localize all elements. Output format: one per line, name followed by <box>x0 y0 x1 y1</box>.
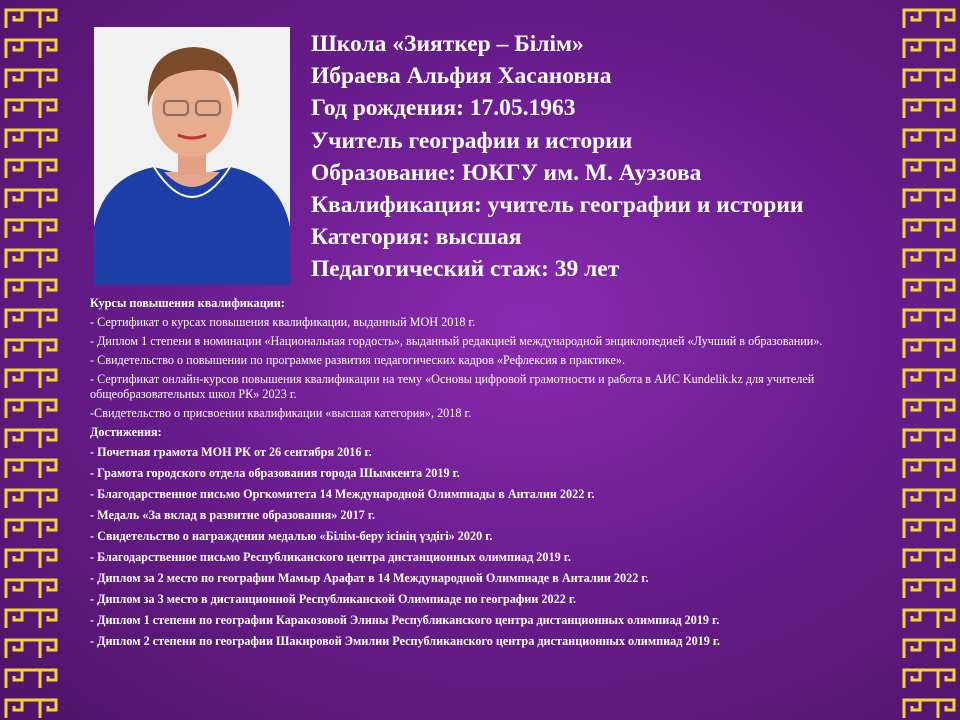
details-body <box>90 296 890 655</box>
teacher-name: Ибраева Альфия Хасановна <box>311 63 612 90</box>
achievement-item: - Грамота городского отдела образования города Шымкента 2019 г. <box>90 465 460 480</box>
course-item: - Диплом 1 степени в номинации «Национальная гордость», выданный редакцией международной энциклопедией «Лучший в образовании». <box>90 333 823 348</box>
teacher-info-header <box>311 28 911 286</box>
portrait-icon <box>94 27 290 285</box>
teacher-portrait-photo <box>94 27 290 285</box>
experience: Педагогический стаж: 39 лет <box>311 256 620 283</box>
education: Образование: ЮКГУ им. М. Ауэзова <box>311 159 702 186</box>
position: Учитель географии и истории <box>311 127 633 154</box>
birth-date: Год рождения: 17.05.1963 <box>311 95 576 122</box>
left-ornament-border <box>0 0 62 720</box>
school-name: Школа «Зияткер – Білім» <box>311 31 584 57</box>
qualification: Квалификация: учитель географии и истории <box>311 192 804 219</box>
achievement-item: - Диплом за 2 место по географии Мамыр Арафат в 14 Международной Олимпиаде в Анталии 2022 г. <box>90 570 649 585</box>
course-item: - Свидетельство о повышении по программе развития педагогических кадров «Рефлексия в практике». <box>90 352 626 367</box>
achievement-item: - Благодарственное письмо Оргкомитета 14 Международной Олимпиады в Анталии 2022 г. <box>90 486 595 501</box>
achievement-item: - Благодарственное письмо Республиканского центра дистанционных олимпиад 2019 г. <box>90 549 571 564</box>
achievement-item: - Свидетельство о награждении медалью «Білім-беру ісінің үздігі» 2020 г. <box>90 528 493 543</box>
achievement-item: - Почетная грамота МОН РК от 26 сентября 2016 г. <box>90 444 372 459</box>
achievement-item: - Диплом 1 степени по географии Каракозовой Элины Республиканского центра дистанционных олимпиад 2019 г. <box>90 612 720 627</box>
courses-title: Курсы повышения квалификации: <box>90 296 285 310</box>
course-item: -Свидетельство о присвоении квалификации «высшая категория», 2018 г. <box>90 406 472 421</box>
achievement-item: - Диплом 2 степени по географии Шакировой Эмилии Республиканского центра дистанционных олимпиад 2019 г. <box>90 633 721 648</box>
course-item: - Сертификат о курсах повышения квалификации, выданный МОН 2018 г. <box>90 314 476 329</box>
achievement-item: - Медаль «За вклад в развитие образования» 2017 г. <box>90 507 376 522</box>
achievements-title: Достижения: <box>90 425 162 440</box>
category: Категория: высшая <box>311 224 522 251</box>
achievement-item: - Диплом за 3 место в дистанционной Республиканской Олимпиаде по географии 2022 г. <box>90 591 577 606</box>
course-item: - Сертификат онлайн-курсов повышения квалификации на тему «Основы цифровой грамотности и работа в АИС Kundelik.kz для учителей общеобразовательных школ РК» 2023 г. <box>90 371 815 402</box>
